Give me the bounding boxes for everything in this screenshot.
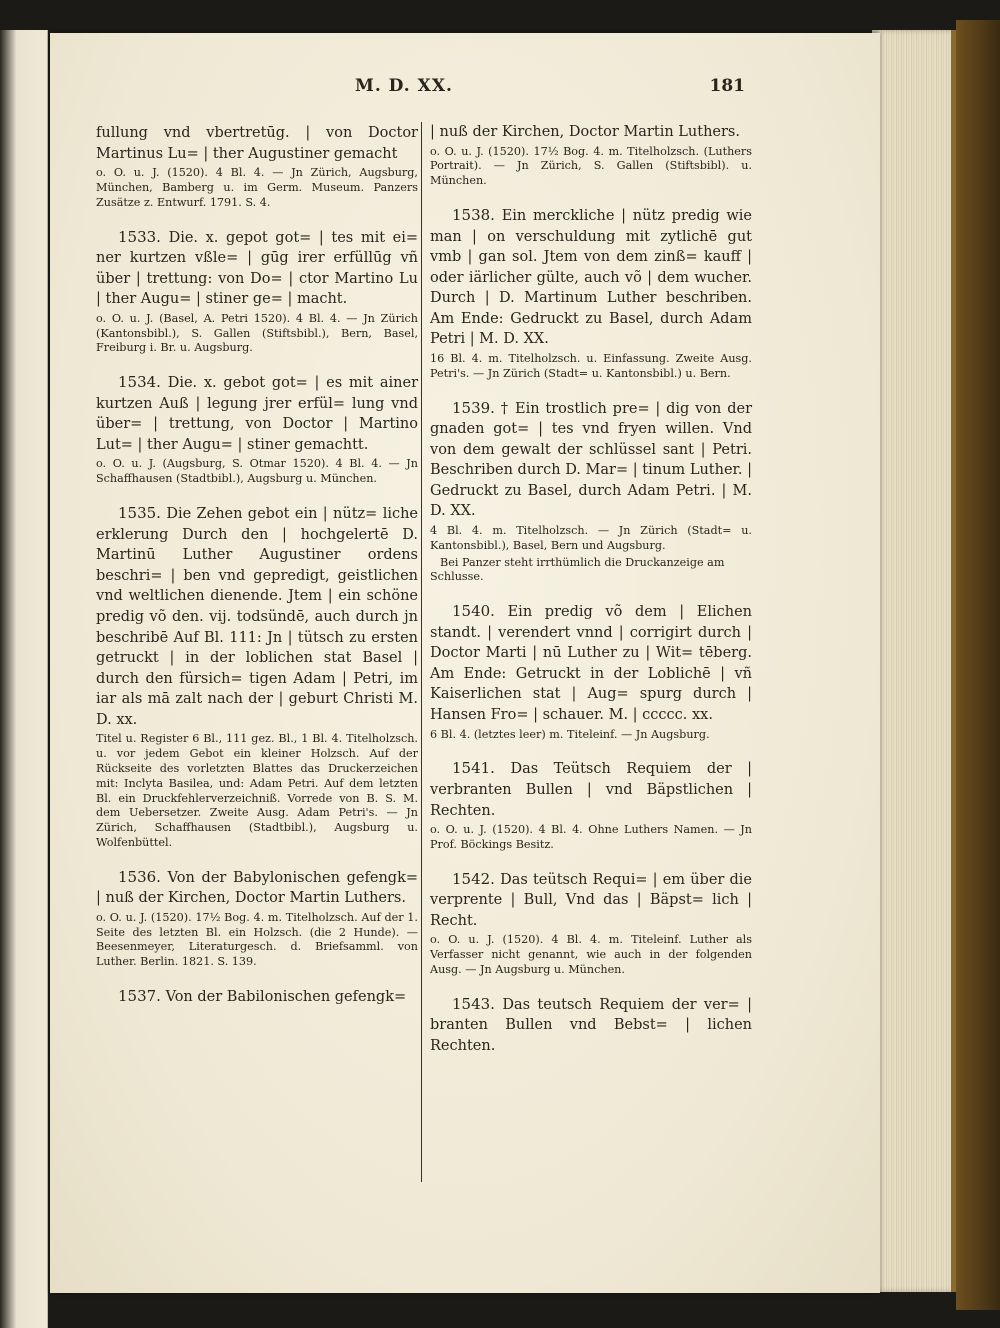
entry-note: o. O. u. J. (1520). 4 Bl. 4. Ohne Luthers Namen. — Jn Prof. Böckings Besitz. — [430, 823, 752, 851]
entry-1541 — [430, 758, 752, 852]
entry-title: 1533. Die. x. gepot got= | tes mit ei= ner kurtzen vßle= | gūg irer erfüllūg vñ über | trettung: von Do= | ctor Martino Lu | ther Augu= | stiner ge= | macht. — [96, 227, 419, 308]
entry-number: 1535. — [118, 504, 161, 523]
entry-note: o. O. u. J. (Basel, A. Petri 1520). 4 Bl. 4. — Jn Zürich (Kantonsbibl.), S. Gallen (Stiftsbibl.), Bern, Basel, Freiburg i. Br. u. Augsburg. — [96, 311, 418, 355]
running-head: M. D. XX. — [355, 76, 453, 96]
entry-title: fullung vnd vbertretūg. | von Doctor Martinus Lu= | ther Augustiner gemacht — [96, 125, 418, 162]
entry-title: 1535. Die Zehen gebot ein | nütz= liche erklerung Durch den | hochgelertē D. Martinū Luther Augustiner ordens beschri= | ben vnd gepredigt, geistlichen vnd weltlichen dienende. Jtem | ein schöne predig võ den. vij. todsündē, auch durch jn beschribē Auf Bl. 111: Jn | tütsch zu ersten getruckt | in der loblichen stat Basel | durch den fürsich= tigen Adam | Petri, im iar als mā zalt nach der | geburt Christi M. D. xx. — [96, 504, 419, 728]
entry-title: 1543. Das teutsch Requiem der ver= | branten Bullen vnd Bebst= | lichen Rechten. — [430, 994, 752, 1054]
entry-number: 1543. — [452, 994, 495, 1013]
entry-note: Titel u. Register 6 Bl., 111 gez. Bl., 1 Bl. 4. Titelholzsch. u. vor jedem Gebot ein kleiner Holzsch. Auf der Rückseite des vorletzten Blattes das Druckerzeichen mit: Inclyta Basilea, und: Adam Petri. Auf dem letzten Bl. ein Druckfehlerverzeichniß. Vorrede von B. S. M. dem Uebersetzer. Zweite Ausg. Adam Petri's. — Jn Zürich, Schaffhausen (Stadtbibl.), Augsburg u. Wolfenbüttel. — [96, 732, 418, 849]
entry-note: 6 Bl. 4. (letztes leer) m. Titeleinf. — Jn Augsburg. — [430, 727, 710, 741]
entry-1534 — [96, 372, 418, 487]
entry-title: 1541. Das Teütsch Requiem der | verbranten Bullen | vnd Bäpstlichen | Rechten. — [430, 759, 753, 819]
entry-number: 1536. — [118, 867, 161, 886]
entry-note: o. O. u. J. (1520). 17½ Bog. 4. m. Titelholzsch. Auf der 1. Seite des letzten Bl. ein Holzsch. (die 2 Hunde). — Beesenmeyer, Literaturgesch. d. Briefsamml. von Luther. Berlin. 1821. S. 139. — [96, 910, 418, 969]
entry-note: 16 Bl. 4. m. Titelholzsch. u. Einfassung. Zweite Ausg. Petri's. — Jn Zürich (Stadt= u. Kantonsbibl.) u. Bern. — [430, 351, 752, 380]
entry-note: o. O. u. J. (Augsburg, S. Otmar 1520). 4 Bl. 4. — Jn Schaffhausen (Stadtbibl.), Augsburg u. München. — [96, 457, 418, 486]
entry-number: 1538. — [452, 205, 495, 224]
entry-continuation — [96, 122, 418, 211]
entry-1537-continuation — [430, 122, 752, 189]
entry-title: 1537. Von der Babilonischen gefengk= — [118, 986, 407, 1005]
entry-number: 1533. — [118, 227, 161, 246]
entry-title: 1539. † Ein trostlich pre= | dig von der gnaden got= | tes vnd fryen willen. Vnd von dem gewalt der schlüssel sant | Petri. Beschriben durch D. Mar= | tinum Luther. | Gedruckt zu Basel, durch Adam Petri. | M. D. XX. — [430, 398, 752, 520]
page-block-edges — [872, 30, 957, 1292]
column-divider — [421, 122, 422, 1182]
entry-1543 — [430, 994, 752, 1057]
entry-1540 — [430, 601, 752, 742]
entry-1535 — [96, 503, 418, 851]
entry-title: | nuß der Kirchen, Doctor Martin Luthers. — [430, 124, 740, 140]
book-cover-edge — [956, 20, 1000, 1310]
page-number: 181 — [709, 76, 745, 96]
page-header — [95, 76, 745, 102]
entry-1533 — [96, 227, 418, 357]
entry-title: 1540. Ein predig võ dem | Elichen standt. | verendert vnnd | corrigirt durch | Doctor Marti | nū Luther zu | Wit= tēberg. Am Ende: Getruckt in der Loblichē | vñ Kaiserlichen stat | Aug= spurg durch | Hansen Fro= | schauer. M. | ccccc. xx. — [430, 602, 752, 724]
entry-note: 4 Bl. 4. m. Titelholzsch. — Jn Zürich (Stadt= u. Kantonsbibl.), Basel, Bern und Augsburg. — [430, 524, 752, 552]
entry-number: 1534. — [118, 373, 161, 392]
right-column — [430, 122, 752, 1072]
left-page-edge — [0, 30, 48, 1328]
entry-note: o. O. u. J. (1520). 4 Bl. 4. — Jn Zürich, Augsburg, München, Bamberg u. im Germ. Museum. Panzers Zusätze z. Entwurf. 1791. S. 4. — [96, 166, 418, 209]
entry-1539 — [430, 398, 752, 586]
entry-title: 1542. Das teütsch Requi= | em über die verprente | Bull, Vnd das | Bäpst= lich | Recht. — [430, 869, 752, 929]
entry-title: 1534. Die. x. gebot got= | es mit ainer kurtzen Auß | legung jrer erfül= lung vnd über= | trettung, von Doctor | Martino Lut= | ther Augu= | stiner gemachtt. — [96, 373, 418, 453]
entry-note: o. O. u. J. (1520). 4 Bl. 4. m. Titeleinf. Luther als Verfasser nicht genannt, wie auch in der folgenden Ausg. — Jn Augsburg u. München. — [430, 933, 752, 976]
entry-note: o. O. u. J. (1520). 17½ Bog. 4. m. Titelholzsch. (Luthers Portrait). — Jn Zürich, S. Gallen (Stiftsbibl). u. München. — [430, 144, 752, 188]
entry-title: 1538. Ein merckliche | nütz predig wie man | on verschuldung mit zytlichē gut vmb | gan sol. Jtem von dem zinß= kauff | oder iärlicher gülte, auch võ | dem wucher. Durch | D. Martinum Luther beschriben. Am Ende: Gedruckt zu Basel, durch Adam Petri | M. D. XX. — [430, 205, 753, 348]
entry-1536 — [96, 867, 418, 970]
entry-number: 1540. — [452, 602, 495, 621]
entry-number: 1542. — [452, 869, 495, 888]
left-column — [96, 122, 418, 1024]
entry-1542 — [430, 869, 752, 978]
entry-1537 — [96, 986, 418, 1008]
entry-remark: Bei Panzer steht irrthümlich die Druckanzeige am Schlusse. — [430, 555, 725, 584]
entry-1538 — [430, 205, 752, 382]
entry-number: 1539. — [452, 398, 495, 417]
entry-number: 1537. — [118, 986, 161, 1005]
entry-title: 1536. Von der Babylonischen gefengk= | nuß der Kirchen, Doctor Martin Luthers. — [96, 867, 418, 907]
entry-number: 1541. — [452, 759, 495, 778]
